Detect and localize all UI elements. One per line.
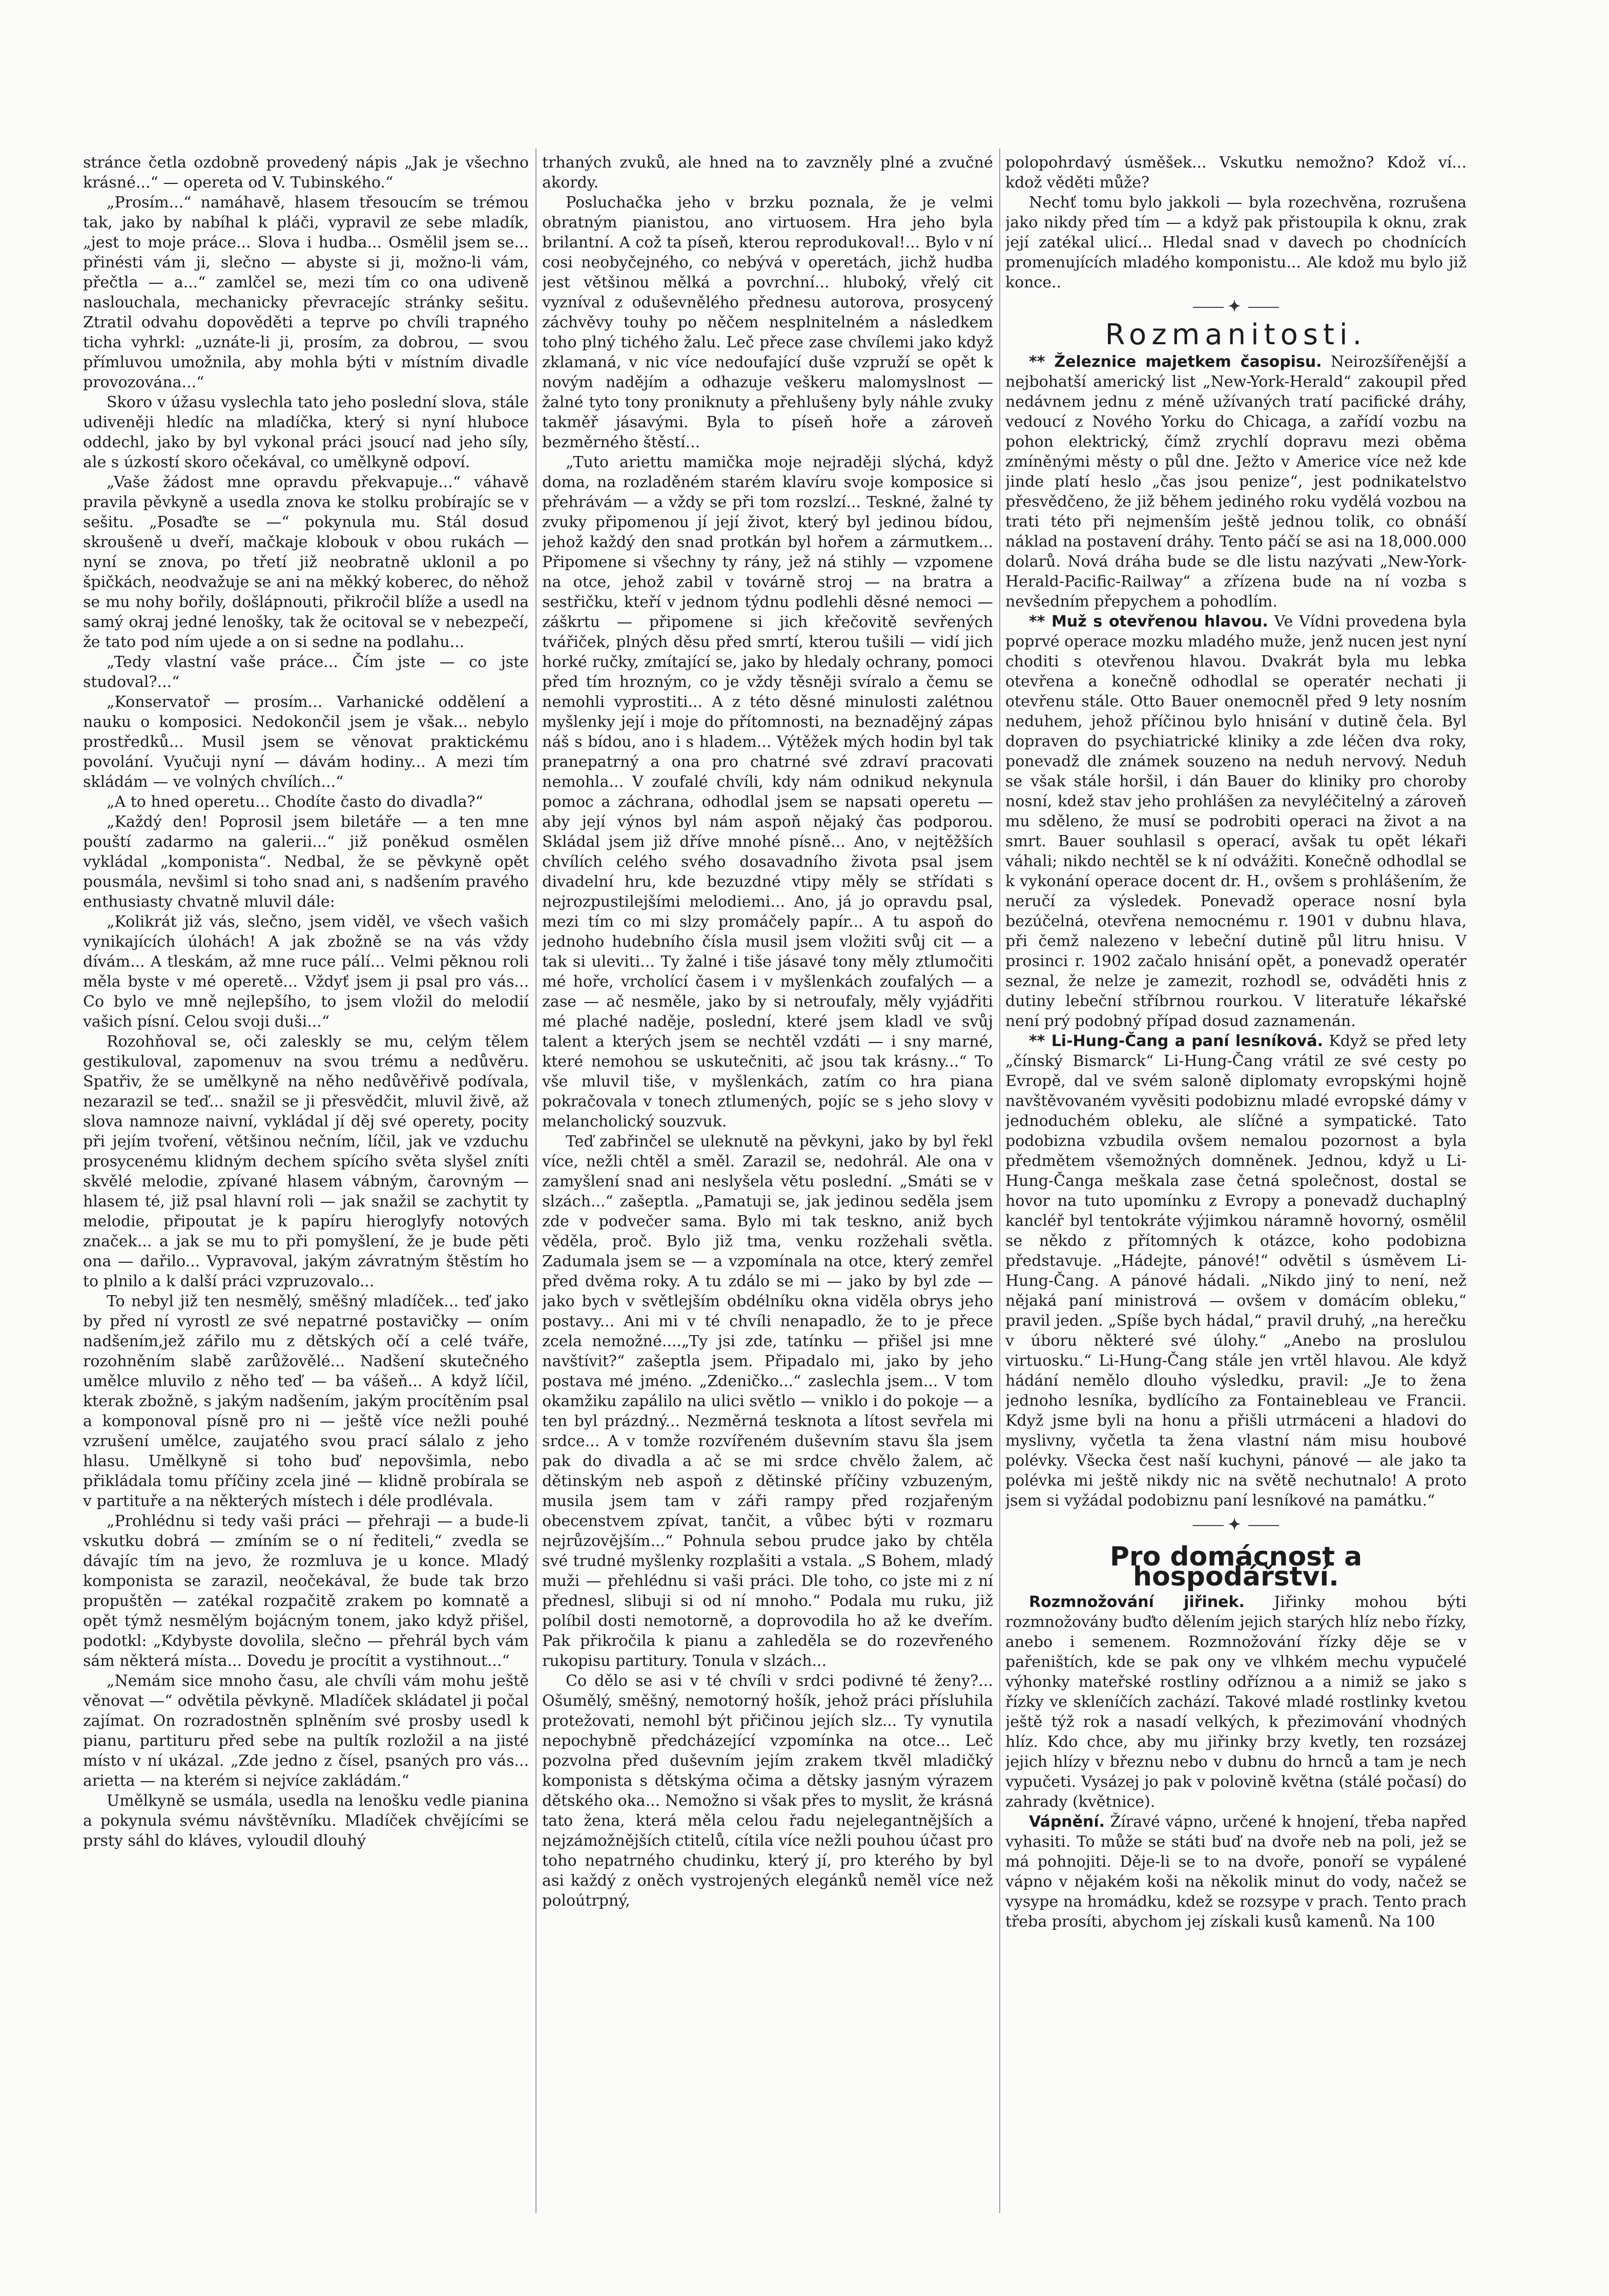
paragraph: trhaných zvuků, ale hned na to zavzněly plné a zvučné akordy. — [542, 154, 993, 192]
article — [1005, 352, 1467, 612]
paragraph: Rozohňoval se, oči zaleskly se mu, celým tělem gestikuloval, zapomenuv na svou trému a nedůvěru. Spatřiv, že se umělkyně na něho nedůvěřivě podívala, nezarazil se teď... snažil se ji přesvědčit, mluvil živě, až slova namnoze naivní, vykládal jí děj své operety, pocity při jejím tvoření, většinou nečním, líčil, jak ve vzduchu prosycenému klidným dechem spícího světa slyšel zníti skvělé melodie, zpívané hlasem vábným, čarovným — hlasem té, již psal hlavní roli — jak snažil se zachytit ty melodie, připoutat je k papíru hieroglyfy notových značek... a jak se mu to při pomyšlení, že je bude pěti ona — dařilo... Vypravoval, jakým závratným štěstím ho to plnilo a k další práci vzpruzovalo... — [83, 1033, 529, 1290]
article-lead: ** Muž s otevřenou hlavou. — [1029, 613, 1268, 631]
column-rule-1 — [535, 149, 537, 2213]
paragraph: Skoro v úžasu vyslechla tato jeho poslední slova, stále udiveněji hledíc na mladíčka, který si nyní hluboce oddechl, jako by byl vykonal práci jsoucí nad jeho síly, ale s úzkostí skoro očekával, co umělkyně odpoví. — [83, 393, 529, 471]
ornament-divider: ✦ — [1005, 1515, 1467, 1535]
paragraph: „Kolikrát již vás, slečno, jsem viděl, ve všech vašich vynikajících úlohách! A jak zbožně se na vás vždy dívám... A tleskám, až mne ruce pálí... Velmi pěknou roli měla byste v mé operetě... Vždyť jsem ji psal pro vás... Co bylo ve mně nejlepšího, to jsem vložil do melodií vašich písní. Celou svoji duši...“ — [83, 913, 529, 1031]
paragraph: „Tuto ariettu mamička moje nejraději slýchá, když doma, na rozladěném starém klavíru svoje komposice si přehrávám — a vždy se při tom rozslzí... Teskné, žalné ty zvuky připomenou jí její život, který byl jedinou bídou, jehož každý den snad protkán byl hořem a zármutkem... Připomene si všechny ty rány, jež ná stihly — vzpomene na otce, jehož zabil v továrně stroj — na bratra a sestřičku, kteří v jednom týdnu podlehli děsné nemoci — záškrtu — připomene si jich křečovitě sevřených tvářiček, plných děsu před smrtí, kterou tušili — vidí jich horké ručky, zmítající se, jako by hledaly ochrany, pomoci před tím hrozným, co je vždy těsněji svíralo a čemu se nemohli vyprostiti... A z této děsné minulosti zalétnou myšlenky její i moje do přítomnosti, na beznadějný zápas náš s bídou, ano i s hladem... Výtěžek mých hodin byl tak pranepatrný a ona pro chatrné své zdraví pracovati nemohla... V zoufalé chvíli, kdy nám odnikud nekynula pomoc a záchrana, odhodlal jsem se napsati operetu — aby její výnos byl nám aspoň nějaký čas podporou. Skládal jsem již dříve mnohé písně... Ano, v nejtěžších chvílích celého svého dosavadního života psal jsem divadelní hru, kde bezuzdné vtipy měly se střídati s nejrozpustilejšími melodiemi... Ano, já jo opravdu psal, mezi tím co mi slzy promáčely papír... A tu aspoň do jednoho hudebního čísla musil jsem vložiti svůj cit — a tak si uleviti... Ty žalné i tiše jásavé tony měly ztlumočiti mé hoře, vrcholící časem i v myšlenkách zoufalých — a zase — ač nesměle, jako by si netroufaly, měly vyjádřiti mé plaché naděje, poslední, které jsem kladl ve svůj talent a kterých jsem se nechtěl vzdáti — i sny marné, které nemohou se uskutečniti, ač jsou tak krásny...“ To vše mluvil tiše, v myšlenkách, zatím co hra piana pokračovala v tonech ztlumených, pojíc se s jeho slovy v melancholický souzvuk. — [542, 453, 993, 1131]
ornament-divider: ✦ — [1005, 297, 1467, 317]
article — [1005, 1812, 1467, 1932]
article-text: Žíravé vápno, určené k hnojení, třeba napřed vyhasiti. To může se státi buď na dvoře neb na poli, jež se má pohnojiti. Děje-li se to na dvoře, ponoří se vypálené vápno v nějakém koši na několik minut do vody, načež se vysype na hromádku, kdež se rozsype v prach. Tento prach třeba prosíti, abychom jej získali kusů kamenů. Na 100 — [1005, 1813, 1467, 1931]
column-1 — [83, 153, 529, 2212]
paragraph: Posluchačka jeho v brzku poznala, že je velmi obratným pianistou, ano virtuosem. Hra jeho byla brilantní. A což ta píseň, kterou reprodukoval!... Bylo v ní cosi neobyčejného, co nebývá v operetách, jichž hudba jest většinou mělká a povrchní... hluboký, vřelý cit vyzníval z oduševnělého přednesu autorova, prosycený záchvěvy touhy po něčem nesplnitelném a následkem toho plný tichého žalu. Leč přece zase chvílemi jako když zklamaná, v nic více nedoufající duše vzpruží se opět k novým nadějím a odhazuje veškeru malomyslnost — žalné tyto tony proniknuty a přehlušeny byly náhle zvuky takměř jásavými. Byla to píseň hoře a zároveň bezměrného štěstí... — [542, 194, 993, 451]
paragraph: „Každý den! Poprosil jsem biletáře — a ten mne pouští zadarmo na galerii...“ již poněkud osmělen vykládal „komponista“. Nedbal, že se pěvkyně opět pousmála, nevšiml si toho snad ani, s nadšením pravého enthusiasty chvatně mluvil dále: — [83, 813, 529, 911]
paragraph: To nebyl již ten nesmělý, směšný mladíček... teď jako by před ní vyrostl ze své nepatrné postavičky — oním nadšením,jež zářilo mu z dětských očí a celé tváře, rozohněním slabě zarůžovělé... Nadšení skutečného umělce mluvilo z něho teď — ba vášeň... A když líčil, kterak zbožně, s jakým nadšením, jakým procítěním psal a komponoval písně pro ni — ještě více nežli pouhé vzrušení umělce, zaujatého svou prací sálalo z jeho hlasu. Umělkyně si toho buď nepovšimla, nebo přikládala tomu příčiny zcela jiné — klidně probírala se v partituře a na některých místech i déle prodlévala. — [83, 1292, 529, 1510]
paragraph: Co dělo se asi v té chvíli v srdci podivné té ženy?... Ošumělý, směšný, nemotorný hošík, jehož práci přísluhila protežovati, nemohl být přičinou jejích slz... Ty vynutila nepochybně předcházející vzpomínka na otce... Leč pozvolna před duševním jejím zrakem tkvěl mladičký komponista s dětskýma očima a dětsky jasným výrazem dětského oka... Nemožno si však přes to myslit, že krásná tato žena, která měla celou řadu nejelegantnějších a nejzámožnějších ctitelů, cítila více nežli pouhou účast pro toho nepatrného chudinku, který jí, pro kterého by byl asi každý z oněch vystrojených elegánků neměl více než poloútrpný, — [542, 1672, 993, 1910]
paragraph: „Konservatoř — prosím... Varhanické oddělení a nauku o komposici. Nedokončil jsem je však... nebylo prostředků... Musil jsem se věnovat praktickému povolání. Vyučuji nyní — dávám hodiny... A mezi tím skládám — ve volných chvílích...“ — [83, 693, 529, 791]
paragraph: Teď zabřinčel se uleknutě na pěvkyni, jako by byl řekl více, nežli chtěl a směl. Zarazil se, nedohrál. Ale ona v zamyšlení snad ani neslyšela větu poslední. „Smáti se v slzách...“ zašeptla. „Pamatuji se, jak jedinou seděla jsem zde v podvečer sama. Bylo mi tak teskno, aniž bych věděla, proč. Bylo již tma, venku rozžehali světla. Zadumala jsem se — a vzpomínala na otce, který zemřel před dvěma roky. A tu zdálo se mi — jako by byl zde — jako bych v světlejším obdélníku okna viděla obrys jeho postavy... Ani mi v té chvíli nenapadlo, že to je přece zcela nemožné....„Ty jsi zde, tatínku — přišel jsi mne navštívit?“ zašeptla jsem. Připadalo mi, jako by jeho postava mé jméno. „Zdeničko...“ zaslechla jsem... V tom okamžiku zapálilo na ulici světlo — vniklo i do pokoje — a ten byl prázdný... Nezměrná tesknota a lítost sevřela mi srdce... A v tomže rozvířeném duševním stavu šla jsem pak do divadla a ač se mi srdce chvělo žalem, ač dětinským neb aspoň z dětinské příčiny vzbuzeným, musila jsem tam v záři rampy před rozjařeným obecenstvem zpívat, tančit, a vůbec býti v rozmaru nejrůzovějším...“ Pohnula sebou prudce jako by chtěla své trudné myšlenky rozplašiti a vstala. „S Bohem, mladý muži — přehlédnu si vaši práci. Dle toho, co jste mi z ní přednesl, slibuji si od ní mnoho.“ Podala mu ruku, již políbil dosti nemotorně, a doprovodila ho až ke dveřím. Pak přikročila k pianu a zahleděla se do rozevřeného rukopisu partitury. Tonula v slzách... — [542, 1133, 993, 1670]
paragraph: „Prosím...“ namáhavě, hlasem třesoucím se trémou tak, jako by nabíhal k pláči, vypravil ze sebe mladík, „jest to moje práce... Slova i hudba... Osmělil jsem se... přinésti vám ji, slečno — abyste si ji, možno-li vám, přečtla — a...“ zamlčel se, mezi tím co ona udiveně naslouchala, mechanicky převracejíc stránky sešitu. Ztratil odvahu dopověděti a teprve po chvíli trapného ticha vyhrkl: „uznáte-li ji, prosím, za dobrou, — svou přímluvou umožnila, aby mohla býti v místním divadle provozována...“ — [83, 194, 529, 391]
article-lead: Vápnění. — [1029, 1813, 1105, 1831]
article — [1005, 612, 1467, 1031]
article-text: Jiřinky mohou býti rozmnožovány buďto dělením jejich starých hlíz nebo řízky, anebo i semenem. Rozmnožování řízky děje se v pařeništích, kde se pak ony ve vlhkém mechu vypučelé výhonky mateřské rostliny odříznou a a nimiž se jako s řízky ve skleníčích zachází. Takové mladé rostlinky kvetou ještě týž rok a nasadí velkých, k přezimování vhodných hlíz. Kdo chce, aby mu jiřinky brzy kvetly, ten rozsázej jejich hlízy v březnu nebo v dubnu do hrnců a tam je nech vypučeti. Vysázej jo pak v polovině května (stálé počasí) do zahrady (květnice). — [1005, 1593, 1467, 1811]
paragraph: „Tedy vlastní vaše práce... Čím jste — co jste studoval?...“ — [83, 653, 529, 691]
article — [1005, 1031, 1467, 1511]
paragraph: stránce četla ozdobně provedený nápis „Jak je všechno krásné...“ — opereta od V. Tubinského.“ — [83, 154, 529, 192]
column-rule-2 — [999, 149, 1000, 2213]
section-title-rozmanitosti: Rozmanitosti. — [1105, 318, 1367, 351]
article-lead: ** Li-Hung-Čang a paní lesníková. — [1029, 1032, 1323, 1050]
paragraph: „A to hned operetu... Chodíte často do divadla?“ — [107, 793, 483, 811]
article-text: Když se před lety „čínský Bismarck“ Li-Hung-Čang vrátil ze své cesty po Evropě, dal ve svém saloně diplomaty evropskými hojně navštěvovaném vyvěsiti podobiznu mladé evropské dámy v jednoduchém obleku, ale slíčné a sympatické. Tato podobizna vzbudila ovšem nemalou pozornost a byla předmětem všemožných domněnek. Jednou, když u Li-Hung-Čanga meškala zase četná společnost, dostal se hovor na tuto upomínku z Evropy a ponevadž duchaplný kancléř byl tentokráte výjimkou náramně hovorný, osmělil se někdo z přítomných k otázce, koho podobizna představuje. „Hádejte, pánové!“ odvětil s úsměvem Li-Hung-Čang. A pánové hádali. „Nikdo jiný to není, než nějaká paní ministrová — ovšem v domácím obleku,“ pravil jeden. „Spíše bych hádal,“ pravil druhý, „na herečku v úboru některé své úlohy.“ „Anebo na proslulou virtuosku.“ Li-Hung-Čang stále jen vrtěl hlavou. Ale když hádání nemělo dlouho výsledku, pravil: „Je to žena jednoho lesníka, bydlícího za Fontainebleau ve Francii. Když jsme byli na honu a přišli utrmáceni a hladovi do myslivny, vyčetla ta žena vlastní nám misu houbové polévky. Všecka čest naší kuchyni, pánové — ale jako ta polévka mi ještě nikdy nic na světě nechutnalo! A proto jsem si vyžádal podobiznu paní lesníkové na památku.“ — [1005, 1032, 1467, 1510]
article-lead: Rozmnožování jiřinek. — [1029, 1593, 1245, 1611]
paragraph: „Nemám sice mnoho času, ale chvíli vám mohu ještě věnovat —“ odvětila pěvkyně. Mladíček skládatel ji počal zajímat. On rozradostněn splněním své prosby usedl k pianu, partituru před sebe na pultík rozložil a na jisté místo v ní ukázal. „Zde jedno z čísel, psaných pro vás... arietta — na kterém si nejvíce zakládám.“ — [83, 1672, 529, 1790]
paragraph: Nechť tomu bylo jakkoli — byla rozechvěna, rozrušena jako nikdy před tím — a když pak přistoupila k oknu, zrak její zatékal ulicí... Hledal snad v davech po chodnících promenujících mladého komponistu... Ale kdož mu bylo již konce.. — [1005, 194, 1467, 291]
article-text: Neirozšířenější a nejbohatší americký list „New-York-Herald“ zakoupil před nedávnem jednu z méně užívaných tratí pacifické dráhy, vedoucí z Nového Yorku do Chicaga, a zařídí vozbu na pohon elektrický, čímž zrychlí dopravu mezi oběma zmíněnými městy o půl dne. Ježto v Americe více než kde jinde platí heslo „čas jsou penize“, jest podnikatelstvo přesvědčeno, že již během jediného roku vydělá vozbou na trati této při nejmenším ještě jednou tolik, co obnáší náklad na postavení dráhy. Tento páčí se asi na 18,000.000 dolarů. Nová dráha bude se dle listu nazývati „New-York-Herald-Pacific-Railway“ a zřízena bude na ní vozba s nevšedním přepychem a pohodlím. — [1005, 353, 1467, 611]
column-3 — [1005, 153, 1467, 2212]
paragraph: Umělkyně se usmála, usedla na lenošku vedle pianina a pokynula svému návštěvníku. Mladíček chvějícími se prsty sáhl do kláves, vyloudil dlouhý — [83, 1792, 529, 1850]
paragraph: „Prohlédnu si tedy vaši práci — přehraji — a bude-li vskutku dobrá — zmíním se o ní řediteli,“ zvedla se dávajíc tím na jevo, že rozmluva je u konce. Mladý komponista se zarazil, neočekával, že bude tak brzo propuštěn — zatékal rozpačitě zrakem po komnatě a opět týmž nesmělým bojácným tonem, jako když přišel, podotkl: „Kdybyste dovolila, slečno — přehrál bych vám sám některá místa... Dovedu je procítit a vystihnout...“ — [83, 1512, 529, 1670]
article — [1005, 1592, 1467, 1812]
section-title-domacnost: Pro domácnost a hospodářství. — [1109, 1541, 1363, 1592]
column-2 — [542, 153, 993, 2212]
paragraph: „Vaše žádost mne opravdu překvapuje...“ váhavě pravila pěvkyně a usedla znova ke stolku probírajíc se v sešitu. „Posaďte se —“ pokynula mu. Stál dosud skroušeně u dveří, mačkaje klobouk v obou rukách — nyní se znova, po třetí již neobratně uklonil a po špičkách, neodvažuje se ani na měkký koberec, do něhož se mu nohy bořily, došlápnouti, přikročil blíže a usedl na samý okraj jedné lenošky, tak že ocitoval se v nebezpečí, že tato pod ním ujede a on si sedne na podlahu... — [83, 473, 529, 651]
article-text: Ve Vídni provedena byla poprvé operace mozku mladého muže, jenž nucen jest nyní choditi s otevřenou hlavou. Dvakrát byla mu lebka otevřena a konečně odhodlal se operatér nechati ji otevřenu stále. Otto Bauer onemocněl před 9 lety nosním neduhem, jehož příčinou bylo hnisání v dutině čela. Byl dopraven do psychiatrické kliniky a zde léčen dva roky, ponevadž dle známek souzeno na neduh nervový. Neduh se však stále horšil, i dán Bauer do kliniky pro choroby nosní, kdež stav jeho prohlášen za nevyléčitelný a zároveň mu sděleno, že musí se podrobiti operaci na život a na smrt. Bauer souhlasil s operací, avšak tu opět lékaři váhali; nikdo nechtěl se k ní odvážiti. Konečně odhodlal se k vykonání operace docent dr. H., ovšem s prohlášením, že neručí za výsledek. Ponevadž operace nosní byla bezúčelná, otevřena nemocnému r. 1901 v dubnu hlava, při čemž nalezeno v lebeční dutině půl litru hnisu. V prosinci r. 1902 začalo hnisání opět, a ponevadž operatér seznal, že nelze je zamezit, rozhodl se, odváděti hnis z dutiny lebeční stříbrnou rourkou. V literatuře lékařské není prý podobný případ dosud zaznamenán. — [1005, 613, 1467, 1030]
paragraph: polopohrdavý úsměšek... Vskutku nemožno? Kdož ví... kdož věděti může? — [1005, 154, 1467, 192]
article-lead: ** Železnice majetkem časopisu. — [1029, 353, 1322, 371]
